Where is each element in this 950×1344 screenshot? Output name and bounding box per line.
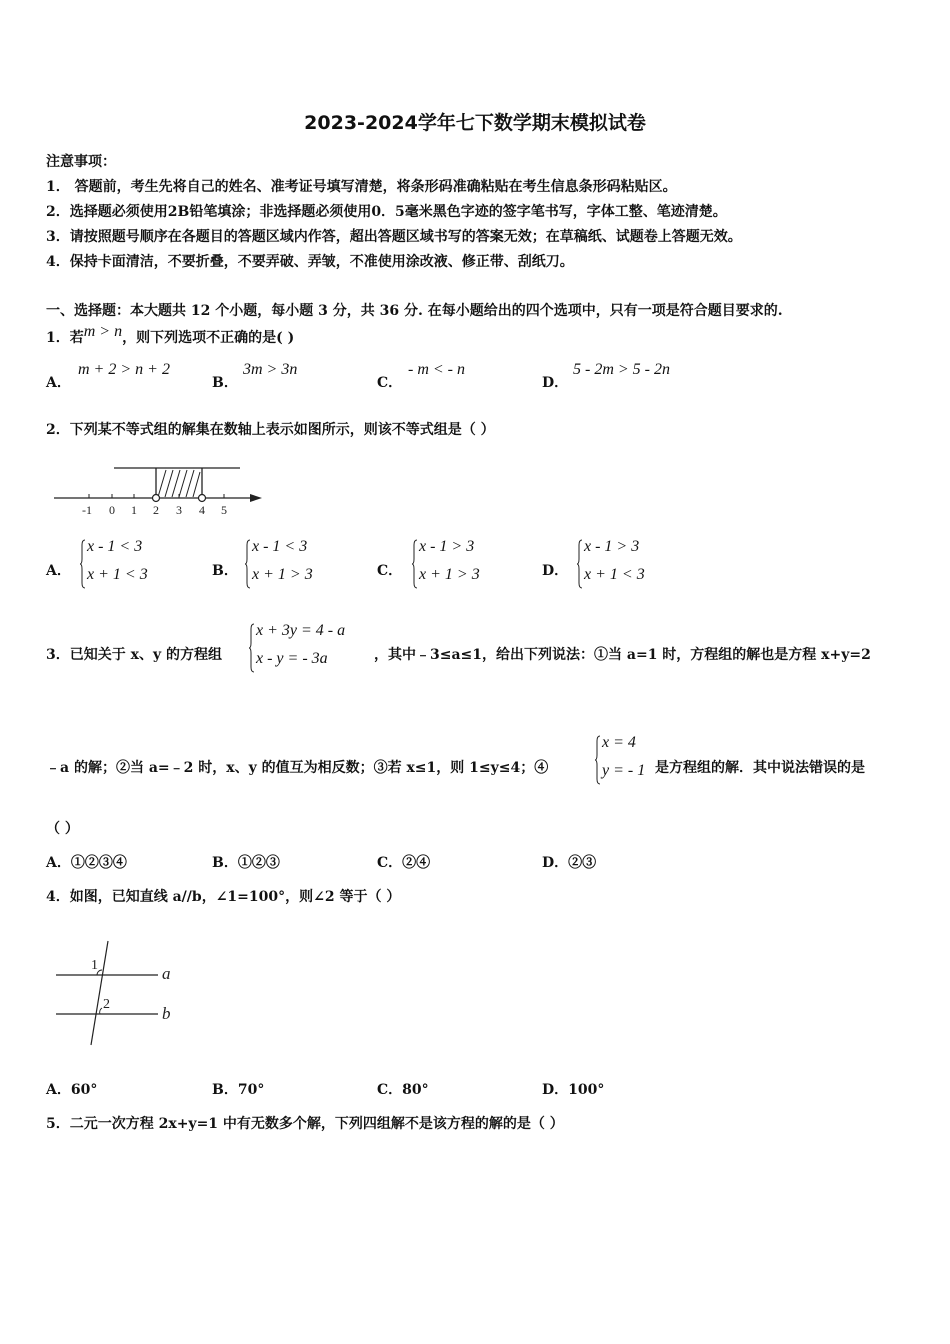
q1-option-label: B． xyxy=(212,375,238,391)
system-line: x - 1 < 3 xyxy=(252,538,308,555)
tick-label: 2 xyxy=(153,503,159,517)
q3-stem-text: 是方程组的解．其中说法错误的是 xyxy=(655,760,865,776)
section-heading: 一、选择题：本大题共 12 个小题，每小题 3 分，共 36 分. 在每小题给出的四个选项中，只有一项是符合题目要求的. xyxy=(46,303,783,319)
open-circle-right xyxy=(199,495,206,502)
q4-option: A．60° xyxy=(46,1082,98,1098)
notice-item: 3．请按照题号顺序在各题目的答题区域内作答，超出答题区域书写的答案无效；在草稿纸、试题卷上答题无效。 xyxy=(46,229,742,245)
line-a-label: a xyxy=(162,964,171,983)
q3-answer-paren: （ ） xyxy=(46,821,79,837)
tick-label: -1 xyxy=(82,503,92,517)
solution-hatching xyxy=(158,470,200,497)
q1-stem xyxy=(46,323,295,346)
system-line: x - 1 < 3 xyxy=(87,538,143,555)
angle2-label: 2 xyxy=(103,997,110,1012)
brace-icon xyxy=(594,735,602,785)
q3-option: D．②③ xyxy=(542,855,597,871)
q4-option: D．100° xyxy=(542,1082,605,1098)
axis-arrow-icon xyxy=(250,494,262,502)
tick-label: 1 xyxy=(131,503,137,517)
q2-option-label: D． xyxy=(542,563,569,579)
system-line: x + 1 < 3 xyxy=(584,566,645,583)
q3-prefix: 3．已知关于 x、y 的方程组 xyxy=(46,647,222,663)
brace-icon xyxy=(576,539,584,589)
system-line: x - y = - 3a xyxy=(256,650,328,667)
q1-option-label: C． xyxy=(377,375,403,391)
line-b-label: b xyxy=(162,1004,171,1023)
brace-icon xyxy=(248,623,256,673)
tick-label: 3 xyxy=(176,503,182,517)
q1-option-expr: 3m > 3n xyxy=(243,361,298,378)
angle1-label: 1 xyxy=(91,958,98,973)
q1-option-label: A． xyxy=(46,375,71,391)
q3-stem-text: ﹣a 的解；②当 a=﹣2 时，x、y 的值互为相反数；③若 x≤1，则 1≤y≤4；④ xyxy=(46,760,549,776)
system-line: x + 1 < 3 xyxy=(87,566,148,583)
system-line: x - 1 > 3 xyxy=(584,538,640,555)
brace-icon xyxy=(411,539,419,589)
q4-option: C．80° xyxy=(377,1082,429,1098)
q1-option-label: D． xyxy=(542,375,569,391)
notice-heading: 注意事项： xyxy=(46,154,116,170)
tick-label: 4 xyxy=(199,503,205,517)
angle2-arc-icon xyxy=(100,1008,102,1014)
q3-option: B．①②③ xyxy=(212,855,280,871)
q3-option: C．②④ xyxy=(377,855,431,871)
q1-option-expr: m + 2 > n + 2 xyxy=(78,361,170,378)
system-line: x - 1 > 3 xyxy=(419,538,475,555)
number-line-figure xyxy=(50,462,265,518)
q2-option-label: B． xyxy=(212,563,238,579)
tick-label: 0 xyxy=(109,503,115,517)
tick-label: 5 xyxy=(221,503,227,517)
transversal-line xyxy=(91,941,108,1045)
q1-condition: m > n xyxy=(83,323,123,340)
page-title: 2023-2024学年七下数学期末模拟试卷 xyxy=(304,112,646,134)
q1-option-expr: - m < - n xyxy=(408,361,466,378)
q3-option: A．①②③④ xyxy=(46,855,127,871)
system-line: x = 4 xyxy=(602,734,636,751)
q2-option-label: A． xyxy=(46,563,71,579)
q1-prefix: 1．若 xyxy=(46,330,84,346)
q2-option-label: C． xyxy=(377,563,403,579)
parallel-lines-figure xyxy=(50,935,190,1050)
system-line: x + 3y = 4 - a xyxy=(256,622,346,639)
brace-icon xyxy=(244,539,252,589)
brace-icon xyxy=(79,539,87,589)
notice-item: 1． 答题前，考生先将自己的姓名、准考证号填写清楚，将条形码准确粘贴在考生信息条形码粘贴区。 xyxy=(46,179,677,195)
q1-suffix: ，则下列选项不正确的是( ) xyxy=(122,330,295,346)
notice-item: 2．选择题必须使用2B铅笔填涂；非选择题必须使用0．5毫米黑色字迹的签字笔书写，字体工整、笔迹清楚。 xyxy=(46,204,727,220)
open-circle-left xyxy=(153,495,160,502)
q2-stem: 2．下列某不等式组的解集在数轴上表示如图所示，则该不等式组是（ ） xyxy=(46,422,495,438)
q4-stem: 4．如图，已知直线 a//b，∠1=100°，则∠2 等于（ ） xyxy=(46,889,401,905)
system-line: y = - 1 xyxy=(602,762,646,779)
system-line: x + 1 > 3 xyxy=(252,566,313,583)
notice-item: 4．保持卡面清洁，不要折叠，不要弄破、弄皱，不准使用涂改液、修正带、刮纸刀。 xyxy=(46,254,574,270)
system-line: x + 1 > 3 xyxy=(419,566,480,583)
q4-option: B．70° xyxy=(212,1082,265,1098)
q5-stem: 5．二元一次方程 2x+y=1 中有无数多个解，下列四组解不是该方程的解的是（ ） xyxy=(46,1116,564,1132)
q1-option-expr: 5 - 2m > 5 - 2n xyxy=(573,361,671,378)
q3-stem-text: ，其中﹣3≤a≤1，给出下列说法：①当 a=1 时，方程组的解也是方程 x+y=2 xyxy=(374,647,871,663)
